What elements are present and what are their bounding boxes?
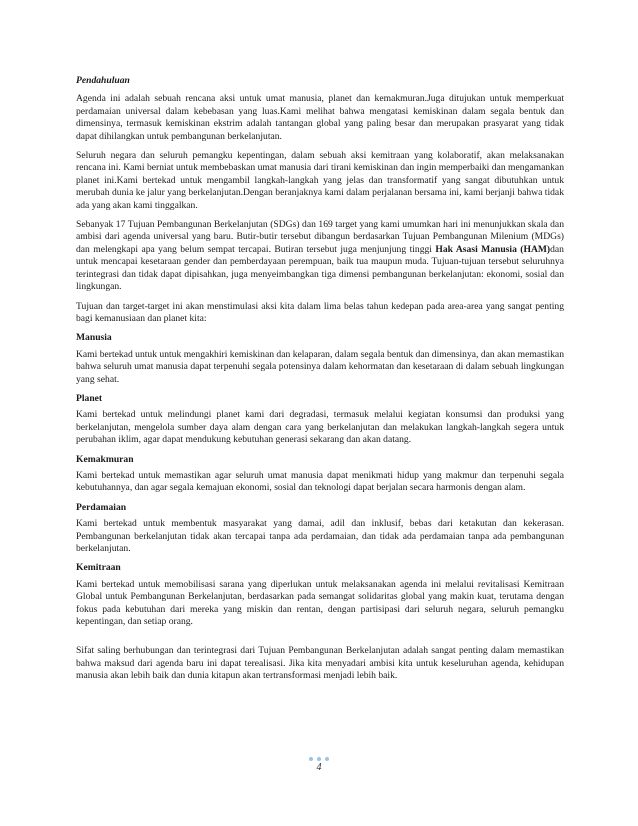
paragraph-intro-3	[76, 219, 564, 293]
section-text-planet: Kami bertekad untuk melindungi planet kami dari degradasi, termasuk melalui kegiatan konsumsi dan produksi yang berkelanjutan, mengelola sumber daya alam dengan cara yang berkelanjutan dan melakukan langkah-langkah segera untuk perubahan iklim, agar dapat mendukung kebutuhan generasi sekarang dan akan datang.	[76, 409, 564, 446]
ham-bold-term: Hak Asasi Manusia (HAM)	[435, 243, 551, 255]
page-content	[76, 75, 564, 690]
section-heading-manusia: Manusia	[76, 332, 112, 344]
section-heading-perdamaian: Perdamaian	[76, 501, 127, 513]
paragraph-intro-1: Agenda ini adalah sebuah rencana aksi untuk umat manusia, planet dan kemakmuran.Juga ditujukan untuk memperkuat perdamaian universal dalam kebebasan yang luas.Kami melihat bahwa mengatasi kemiskinan dalam segala bentuk dan dimensinya, termasuk kemiskinan ekstrim adalah tantangan global yang paling besar dan merupakan prasyarat yang tidak dapat dihilangkan untuk pembangunan berkelanjutan.	[76, 93, 564, 142]
section-heading-kemakmuran: Kemakmuran	[76, 453, 134, 465]
closing-paragraph: Sifat saling berhubungan dan terintegrasi dari Tujuan Pembangunan Berkelanjutan adalah sangat penting dalam memastikan bahwa maksud dari agenda baru ini dapat terealisasi. Jika kita menyadari ambisi kita untuk keseluruhan agenda, kehidupan manusia akan lebih baik dan dunia kitapun akan tertransformasi menjadi lebih baik.	[76, 645, 564, 682]
intro-heading: Pendahuluan	[76, 75, 130, 86]
page-footer	[0, 757, 638, 773]
section-text-kemakmuran: Kami bertekad untuk memastikan agar seluruh umat manusia dapat menikmati hidup yang makmur dan terpenuhi segala kebutuhannya, dan agar segala kemajuan ekonomi, sosial dan teknologi dapat berjalan secara harmonis dengan alam.	[76, 469, 564, 494]
footer-dots-ornament	[0, 757, 638, 761]
paragraph-intro-3-part-b: dan untuk mencapai kesetaraan gender dan pemberdayaan perempuan, baik tua maupun muda. Tujuan-tujuan tersebut seluruhnya terintegrasi dan tidak dapat dipisahkan, juga menyeimbangkan tiga dimensi pembangunan berkelanjutan: ekonomi, sosial dan lingkungan.	[76, 243, 564, 293]
section-text-perdamaian: Kami bertekad untuk membentuk masyarakat yang damai, adil dan inklusif, bebas dari ketakutan dan kekerasan. Pembangunan berkelanjutan tidak akan tercapai tanpa ada perdamaian, dan tidak ada perdamaian tanpa ada pembangunan berkelanjutan.	[76, 518, 564, 554]
paragraph-intro-4: Tujuan dan target-target ini akan menstimulasi aksi kita dalam lima belas tahun kedepan pada area-area yang sangat penting bagi kemanusiaan dan planet kita:	[76, 300, 564, 324]
footer-dot	[309, 757, 313, 761]
paragraph-intro-3-part-a: Sebanyak 17 Tujuan Pembangunan Berkelanjutan (SDGs) dan 169 target yang kami umumkan hari ini menunjukkan skala dan ambisi dari agenda universal yang baru. Butir-butir tersebut dibangun berdasarkan Tujuan Pembangunan Milenium (MDGs) dan melengkapi apa yang belum sempat tercapai. Butiran tersebut juga menjunjung tinggi	[76, 219, 564, 255]
section-text-kemitraan: Kami bertekad untuk memobilisasi sarana yang diperlukan untuk melaksanakan agenda ini melalui revitalisasi Kemitraan Global untuk Pembangunan Berkelanjutan, berdasarkan pada semangat solidaritas global yang makin kuat, terutama dengan fokus pada kebutuhan dari mereka yang miskin dan rentan, dengan partisipasi dari seluruh negara, seluruh pemangku kepentingan, dan setiap orang.	[76, 578, 564, 628]
footer-dot	[317, 757, 321, 761]
page-number: 4	[316, 762, 322, 773]
section-heading-planet: Planet	[76, 392, 103, 404]
spacer	[76, 635, 564, 645]
section-heading-kemitraan: Kemitraan	[76, 562, 121, 574]
footer-dot	[325, 757, 329, 761]
section-text-manusia: Kami bertekad untuk untuk mengakhiri kemiskinan dan kelaparan, dalam segala bentuk dan dimensinya, dan akan memastikan bahwa seluruh umat manusia dapat terpenuhi segala potensinya dalam kehormatan dan kesetaraan di dalam sebuah lingkungan yang sehat.	[76, 348, 564, 385]
paragraph-intro-2: Seluruh negara dan seluruh pemangku kepentingan, dalam sebuah aksi kemitraan yang kolaboratif, akan melaksanakan rencana ini. Kami berniat untuk membebaskan umat manusia dari tirani kemiskinan dan ingin memperbaiki dan mengamankan planet ini.Kami bertekad untuk mengambil langkah-langkah yang jelas dan transformatif yang sangat dibutuhkan untuk merubah dunia ke jalur yang berkelanjutan.Dengan beranjaknya kami dalam perjalanan bersama ini, kami berjanji bahwa tidak ada yang akan kami tinggalkan.	[76, 150, 564, 211]
